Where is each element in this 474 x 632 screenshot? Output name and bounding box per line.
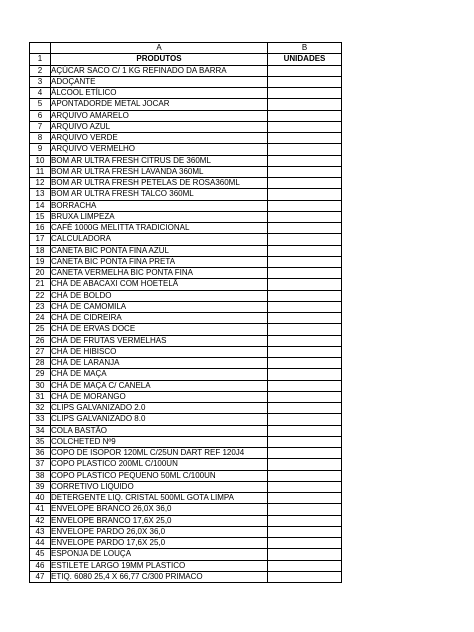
units-cell[interactable] (268, 324, 342, 335)
table-row (30, 403, 342, 414)
row-number[interactable]: 45 (30, 549, 51, 560)
units-cell[interactable] (268, 504, 342, 515)
row-number[interactable]: 9 (30, 144, 51, 155)
column-header-a[interactable]: A (51, 43, 268, 54)
product-cell[interactable]: CHÁ DE HIBISCO (51, 346, 268, 357)
units-cell[interactable] (268, 189, 342, 200)
table-row (30, 459, 342, 470)
table-row (30, 448, 342, 459)
table-row (30, 549, 342, 560)
units-cell[interactable] (268, 268, 342, 279)
column-header-b[interactable]: B (268, 43, 342, 54)
header-cell-unidades[interactable]: UNIDADES (268, 54, 342, 65)
units-cell[interactable] (268, 290, 342, 301)
units-cell[interactable] (268, 448, 342, 459)
units-cell[interactable] (268, 403, 342, 414)
table-row (30, 155, 342, 166)
spreadsheet-table (29, 42, 342, 583)
product-cell[interactable]: BOM AR ULTRA FRESH LAVANDA 360ML (51, 166, 268, 177)
row-number[interactable]: 28 (30, 358, 51, 369)
row-number[interactable]: 16 (30, 223, 51, 234)
table-row (30, 223, 342, 234)
table-row (30, 110, 342, 121)
row-number[interactable]: 12 (30, 178, 51, 189)
table-row (30, 166, 342, 177)
row-number[interactable]: 20 (30, 268, 51, 279)
table-row (30, 121, 342, 132)
row-number[interactable]: 34 (30, 425, 51, 436)
product-cell[interactable]: ENVELOPE BRANCO 26,0X 36,0 (51, 504, 268, 515)
product-cell[interactable]: COLCHETED Nº9 (51, 436, 268, 447)
row-number[interactable]: 40 (30, 493, 51, 504)
column-header-row (30, 43, 342, 54)
product-cell[interactable]: ARQUIVO AMARELO (51, 110, 268, 121)
row-number[interactable]: 47 (30, 571, 51, 582)
product-cell[interactable]: CALCULADORA (51, 234, 268, 245)
table-row (30, 279, 342, 290)
row-number[interactable]: 3 (30, 76, 51, 87)
row-number[interactable]: 46 (30, 560, 51, 571)
table-row (30, 76, 342, 87)
product-cell[interactable]: DETERGENTE LIQ. CRISTAL 500ML GOTA LIMPA (51, 493, 268, 504)
units-cell[interactable] (268, 99, 342, 110)
table-row (30, 200, 342, 211)
table-row (30, 290, 342, 301)
row-number[interactable]: 42 (30, 515, 51, 526)
units-cell[interactable] (268, 436, 342, 447)
units-cell[interactable] (268, 369, 342, 380)
product-cell[interactable]: ARQUIVO VERMELHO (51, 144, 268, 155)
units-cell[interactable] (268, 110, 342, 121)
units-cell[interactable] (268, 459, 342, 470)
units-cell[interactable] (268, 301, 342, 312)
product-cell[interactable]: CHÁ DE FRUTAS VERMELHAS (51, 335, 268, 346)
row-number[interactable]: 23 (30, 301, 51, 312)
row-number[interactable]: 19 (30, 256, 51, 267)
product-cell[interactable]: CANETA BIC PONTA FINA AZUL (51, 245, 268, 256)
product-cell[interactable]: ENVELOPE PARDO 17,6X 25,0 (51, 538, 268, 549)
table-row (30, 268, 342, 279)
product-cell[interactable]: ÁLCOOL ETÍLICO (51, 88, 268, 99)
units-cell[interactable] (268, 571, 342, 582)
product-cell[interactable]: CHÁ DE MAÇA (51, 369, 268, 380)
units-cell[interactable] (268, 178, 342, 189)
units-cell[interactable] (268, 380, 342, 391)
table-row (30, 358, 342, 369)
product-cell[interactable]: BOM AR ULTRA FRESH CITRUS DE 360ML (51, 155, 268, 166)
product-cell[interactable]: ADOÇANTE (51, 76, 268, 87)
table-row (30, 380, 342, 391)
row-number[interactable]: 10 (30, 155, 51, 166)
product-cell[interactable]: COPO DE ISOPOR 120ML C/25UN DART REF 120J4 (51, 448, 268, 459)
product-cell[interactable]: ENVELOPE BRANCO 17,6X 25,0 (51, 515, 268, 526)
row-number[interactable]: 44 (30, 538, 51, 549)
product-cell[interactable]: CANETA BIC PONTA FINA PRETA (51, 256, 268, 267)
table-row (30, 481, 342, 492)
product-cell[interactable]: ESTILETE LARGO 19MM PLASTICO (51, 560, 268, 571)
product-cell[interactable]: BOM AR ULTRA FRESH PETELAS DE ROSA360ML (51, 178, 268, 189)
units-cell[interactable] (268, 549, 342, 560)
product-cell[interactable]: CAFÉ 1000G MELITTA TRADICIONAL (51, 223, 268, 234)
row-number[interactable]: 4 (30, 88, 51, 99)
product-cell[interactable]: ETIQ. 6080 25,4 X 66,77 C/300 PRIMACO (51, 571, 268, 582)
units-cell[interactable] (268, 425, 342, 436)
units-cell[interactable] (268, 346, 342, 357)
row-number[interactable]: 21 (30, 279, 51, 290)
product-cell[interactable]: BOM AR ULTRA FRESH TALCO 360ML (51, 189, 268, 200)
product-cell[interactable]: CHÁ DE LARANJA (51, 358, 268, 369)
table-row (30, 493, 342, 504)
units-cell[interactable] (268, 211, 342, 222)
row-number[interactable]: 39 (30, 481, 51, 492)
row-number[interactable]: 26 (30, 335, 51, 346)
product-cell[interactable]: COPO PLASTICO 200ML C/100UN (51, 459, 268, 470)
row-number[interactable]: 8 (30, 133, 51, 144)
row-number[interactable]: 5 (30, 99, 51, 110)
product-cell[interactable]: ARQUIVO AZUL (51, 121, 268, 132)
table-row (30, 346, 342, 357)
table-row (30, 189, 342, 200)
table-row (30, 324, 342, 335)
units-cell[interactable] (268, 493, 342, 504)
product-cell[interactable]: CHÁ DE ERVAS DOCE (51, 324, 268, 335)
corner-cell[interactable] (30, 43, 51, 54)
units-cell[interactable] (268, 133, 342, 144)
row-number[interactable]: 11 (30, 166, 51, 177)
units-cell[interactable] (268, 223, 342, 234)
product-cell[interactable]: CHÁ DE CIDREIRA (51, 313, 268, 324)
table-row (30, 504, 342, 515)
table-row (30, 133, 342, 144)
table-row (30, 65, 342, 76)
table-row (30, 425, 342, 436)
table-row (30, 436, 342, 447)
table-row (30, 526, 342, 537)
units-cell[interactable] (268, 526, 342, 537)
row-number[interactable]: 33 (30, 414, 51, 425)
table-row (30, 99, 342, 110)
product-cell[interactable]: COLA BASTÃO (51, 425, 268, 436)
units-cell[interactable] (268, 313, 342, 324)
table-row (30, 369, 342, 380)
table-row (30, 301, 342, 312)
table-row (30, 144, 342, 155)
units-cell[interactable] (268, 144, 342, 155)
row-number[interactable]: 2 (30, 65, 51, 76)
units-cell[interactable] (268, 88, 342, 99)
product-cell[interactable]: BRUXA LIMPEZA (51, 211, 268, 222)
table-row (30, 414, 342, 425)
units-cell[interactable] (268, 245, 342, 256)
product-cell[interactable]: CLIPS GALVANIZADO 8.0 (51, 414, 268, 425)
units-cell[interactable] (268, 155, 342, 166)
row-number[interactable]: 18 (30, 245, 51, 256)
product-cell[interactable]: CANETA VERMELHA BIC PONTA FINA (51, 268, 268, 279)
units-cell[interactable] (268, 515, 342, 526)
product-cell[interactable]: CHÁ DE MAÇA C/ CANELA (51, 380, 268, 391)
row-number[interactable]: 30 (30, 380, 51, 391)
table-row (30, 234, 342, 245)
product-cell[interactable]: ESPONJA DE LOUÇA (51, 549, 268, 560)
table-row (30, 256, 342, 267)
table-row (30, 515, 342, 526)
table-row (30, 560, 342, 571)
row-number[interactable]: 17 (30, 234, 51, 245)
product-cell[interactable]: CHÁ DE CAMOMILA (51, 301, 268, 312)
units-cell[interactable] (268, 76, 342, 87)
table-header-row (30, 54, 342, 65)
units-cell[interactable] (268, 234, 342, 245)
units-cell[interactable] (268, 414, 342, 425)
units-cell[interactable] (268, 358, 342, 369)
units-cell[interactable] (268, 538, 342, 549)
product-cell[interactable]: ARQUIVO VERDE (51, 133, 268, 144)
units-cell[interactable] (268, 166, 342, 177)
row-number[interactable]: 27 (30, 346, 51, 357)
row-number[interactable]: 24 (30, 313, 51, 324)
row-number[interactable]: 13 (30, 189, 51, 200)
row-number[interactable]: 41 (30, 504, 51, 515)
units-cell[interactable] (268, 65, 342, 76)
row-number[interactable]: 38 (30, 470, 51, 481)
row-number[interactable]: 1 (30, 54, 51, 65)
units-cell[interactable] (268, 470, 342, 481)
product-cell[interactable]: CORRETIVO LIQUIDO (51, 481, 268, 492)
header-cell-produtos[interactable]: PRODUTOS (51, 54, 268, 65)
table-row (30, 571, 342, 582)
row-number[interactable]: 35 (30, 436, 51, 447)
row-number[interactable]: 36 (30, 448, 51, 459)
row-number[interactable]: 32 (30, 403, 51, 414)
units-cell[interactable] (268, 279, 342, 290)
row-number[interactable]: 15 (30, 211, 51, 222)
units-cell[interactable] (268, 560, 342, 571)
row-number[interactable]: 25 (30, 324, 51, 335)
product-cell[interactable]: BORRACHA (51, 200, 268, 211)
units-cell[interactable] (268, 256, 342, 267)
table-row (30, 538, 342, 549)
product-cell[interactable]: APONTADORDE METAL JOCAR (51, 99, 268, 110)
units-cell[interactable] (268, 121, 342, 132)
units-cell[interactable] (268, 481, 342, 492)
product-cell[interactable]: ENVELOPE PARDO 26,0X 36,0 (51, 526, 268, 537)
units-cell[interactable] (268, 391, 342, 402)
row-number[interactable]: 37 (30, 459, 51, 470)
row-number[interactable]: 29 (30, 369, 51, 380)
table-row (30, 88, 342, 99)
table-row (30, 178, 342, 189)
units-cell[interactable] (268, 200, 342, 211)
table-row (30, 335, 342, 346)
units-cell[interactable] (268, 335, 342, 346)
product-cell[interactable]: CHÁ DE BOLDO (51, 290, 268, 301)
row-number[interactable]: 7 (30, 121, 51, 132)
table-row (30, 470, 342, 481)
row-number[interactable]: 31 (30, 391, 51, 402)
table-row (30, 313, 342, 324)
row-number[interactable]: 43 (30, 526, 51, 537)
table-row (30, 391, 342, 402)
row-number[interactable]: 14 (30, 200, 51, 211)
product-cell[interactable]: AÇÚCAR SACO C/ 1 KG REFINADO DA BARRA (51, 65, 268, 76)
product-cell[interactable]: CHÁ DE MORANGO (51, 391, 268, 402)
row-number[interactable]: 22 (30, 290, 51, 301)
table-row (30, 245, 342, 256)
row-number[interactable]: 6 (30, 110, 51, 121)
product-cell[interactable]: CLIPS GALVANIZADO 2.0 (51, 403, 268, 414)
table-row (30, 211, 342, 222)
product-cell[interactable]: CHÁ DE ABACAXI COM HOETELÃ (51, 279, 268, 290)
product-cell[interactable]: COPO PLASTICO PEQUENO 50ML C/100UN (51, 470, 268, 481)
spreadsheet-body (30, 43, 342, 583)
